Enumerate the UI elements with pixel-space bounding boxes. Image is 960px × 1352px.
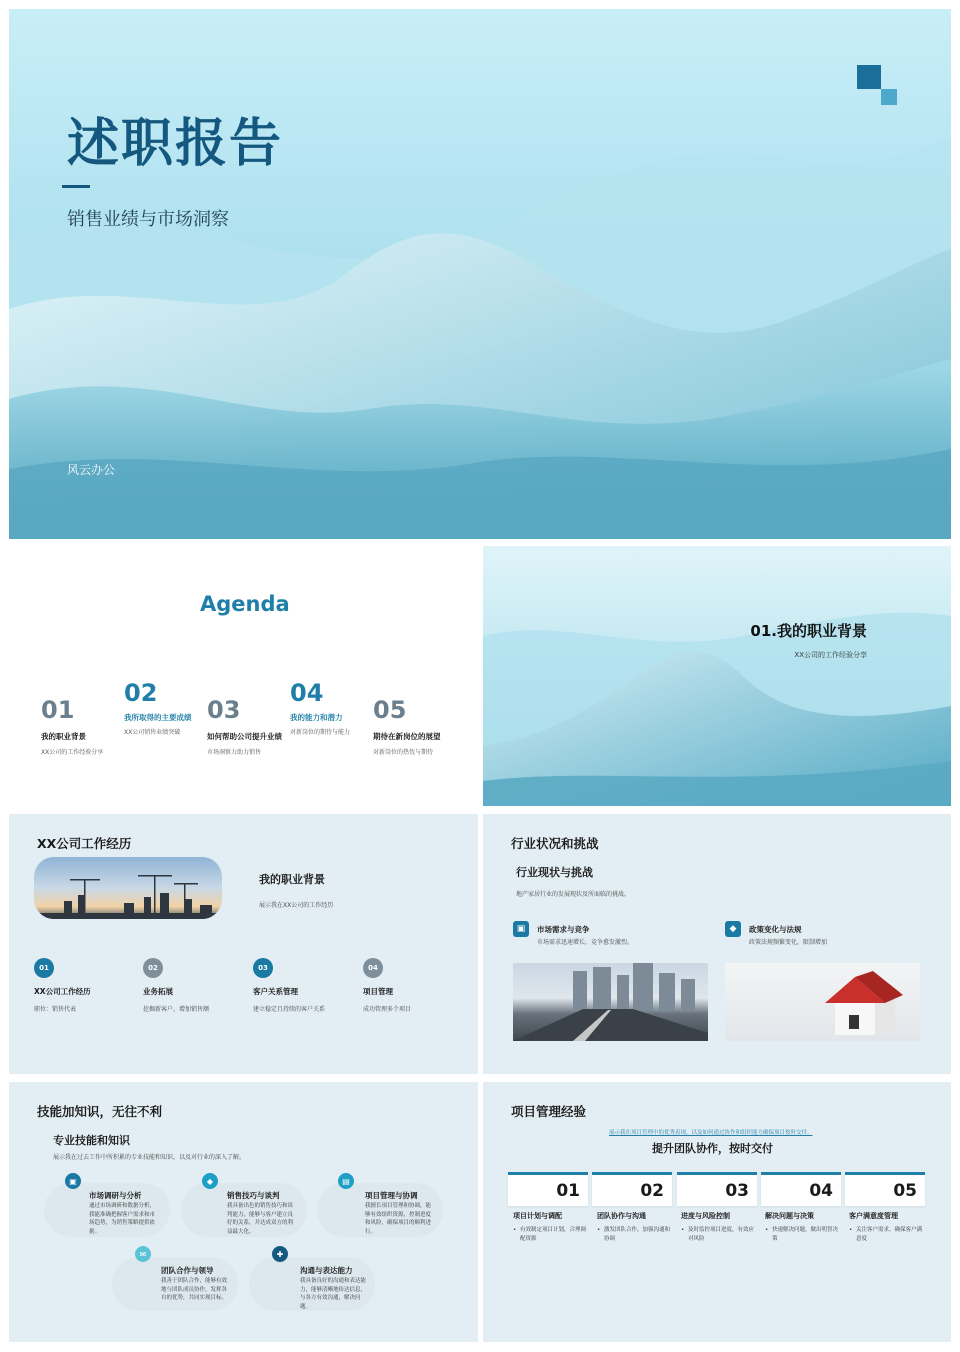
experience-slide	[9, 814, 478, 1074]
slide-title: 行业状况和挑战	[511, 836, 599, 851]
skills-desc: 展示我在过去工作中所积累的专业技能和知识，以及对行业的深入了解。	[53, 1154, 246, 1161]
cover-subtitle: 销售业绩与市场洞察	[67, 209, 229, 230]
card-number: 02	[640, 1181, 664, 1201]
industry-item-title: 市场需求与竞争	[537, 925, 590, 934]
step-desc: 建立稳定且持续的客户关系	[253, 1006, 326, 1013]
agenda-slide	[9, 546, 478, 806]
agenda-item[interactable]	[373, 696, 455, 724]
skill-title: 销售技巧与谈判	[227, 1191, 280, 1200]
project-card[interactable]	[761, 1172, 841, 1206]
project-item-title: 解决问题与决策	[765, 1212, 814, 1220]
step-desc: 职位：销售代表	[34, 1006, 77, 1013]
project-item-desc-text: 关注客户需求，确保客户满意度	[856, 1227, 923, 1242]
step-item[interactable]	[253, 958, 353, 1013]
agenda-item-desc: XX公司的工作经验分享	[41, 749, 104, 756]
agenda-title: Agenda	[200, 592, 290, 616]
agenda-item-title: 我所取得的主要成绩	[124, 713, 192, 722]
wave-background	[483, 546, 951, 806]
logo-square-small	[881, 89, 897, 105]
step-item[interactable]	[363, 958, 463, 1013]
section-title: 01.我的职业背景	[750, 622, 867, 640]
city-road-image	[513, 963, 708, 1041]
agenda-item-title: 期待在新岗位的展望	[373, 732, 441, 741]
image-icon: ▣	[65, 1173, 81, 1189]
industry-item-desc: 市场需求迅速增长，竞争愈发激烈。	[537, 939, 634, 946]
step-title: 项目管理	[363, 987, 393, 996]
agenda-item[interactable]	[207, 696, 289, 724]
plus-icon: ✚	[272, 1246, 288, 1262]
experience-heading: 我的职业背景	[259, 873, 325, 886]
shield-icon: ◆	[202, 1173, 218, 1189]
skill-desc: 通过市场调研和数据分析，我能准确把握客户需求和市场趋势，为销售策略提供依据。	[89, 1203, 156, 1235]
cover-title: 述职报告	[67, 114, 284, 174]
skill-desc: 我善于团队合作，能够有效地与团队成员协作，发挥各自的优势，共同实现目标。	[161, 1278, 228, 1302]
image-icon: ▣	[513, 921, 529, 937]
skills-heading: 专业技能和知识	[53, 1134, 130, 1147]
agenda-item-title: 我的职业背景	[41, 732, 86, 741]
project-item-desc-text: 及时监控项目进度，有效应对风险	[688, 1227, 755, 1242]
industry-item-desc: 政策法规频繁变化，限制增加	[749, 939, 828, 946]
wave-background	[9, 9, 951, 539]
project-item-title: 团队协作与沟通	[597, 1212, 646, 1220]
step-desc: 成功管理多个项目	[363, 1006, 412, 1013]
message-icon: ✉	[135, 1246, 151, 1262]
agenda-item-desc: 对新岗位的期待与能力	[290, 729, 351, 736]
project-item-desc-text: 快速解决问题，做出明智决策	[772, 1227, 839, 1242]
skill-title: 市场调研与分析	[89, 1191, 142, 1200]
title-underline	[62, 185, 90, 188]
card-number: 03	[725, 1181, 749, 1201]
project-item-desc-text: 激发团队合作，加强沟通和协调	[604, 1227, 671, 1242]
project-item-desc: • 快速解决问题，做出明智决策	[765, 1227, 839, 1242]
project-card[interactable]	[592, 1172, 672, 1206]
skill-title: 项目管理与协调	[365, 1191, 418, 1200]
agenda-num: 04	[290, 679, 324, 707]
section-slide	[483, 546, 951, 806]
project-card[interactable]	[508, 1172, 588, 1206]
step-number: 03	[253, 958, 273, 978]
agenda-num: 02	[124, 679, 158, 707]
agenda-item-desc: 市场洞察力助力销售	[207, 749, 262, 756]
skill-desc: 我具备出色的销售技巧和谈判能力，能够与客户建立良好的关系，并达成双方的利益最大化。	[227, 1203, 294, 1235]
project-item-desc: • 关注客户需求，确保客户满意度	[849, 1227, 923, 1242]
project-item-title: 项目计划与调配	[513, 1212, 562, 1220]
skill-desc: 我具备良好的沟通和表达能力，能够清晰地传达信息，与各方有效沟通，解决问题。	[300, 1278, 367, 1310]
step-desc: 挖掘新客户，增加销售额	[143, 1006, 210, 1013]
project-item-desc: • 有效制定项目计划，合理调配资源	[513, 1227, 587, 1242]
project-item-title: 进度与风险控制	[681, 1212, 730, 1220]
agenda-num: 05	[373, 696, 407, 724]
step-number: 04	[363, 958, 383, 978]
agenda-item-desc: XX公司销售业绩突破	[124, 729, 181, 736]
agenda-item-desc: 对新岗位的热忱与期待	[373, 749, 434, 756]
chat-icon: ▤	[338, 1173, 354, 1189]
agenda-item[interactable]	[290, 679, 372, 707]
section-subtitle: XX公司的工作经验分享	[794, 651, 867, 659]
agenda-item-title: 我的能力和潜力	[290, 713, 343, 722]
agenda-item-title: 如何帮助公司提升业绩	[207, 732, 282, 741]
slide-title: 技能加知识，无往不利	[37, 1104, 163, 1119]
project-item-desc-text: 有效制定项目计划，合理调配资源	[520, 1227, 587, 1242]
city-construction-image	[34, 857, 222, 919]
cover-slide	[9, 9, 951, 539]
industry-heading: 行业现状与挑战	[516, 866, 593, 879]
shield-icon: ◆	[725, 921, 741, 937]
card-number: 04	[809, 1181, 833, 1201]
skill-title: 沟通与表达能力	[300, 1266, 353, 1275]
step-item[interactable]	[34, 958, 134, 1013]
project-card[interactable]	[677, 1172, 757, 1206]
project-item-desc: • 及时监控项目进度，有效应对风险	[681, 1227, 755, 1242]
skill-desc: 我擅长项目管理和协调，能够有效组织资源，控制进度和风险，确保项目的顺利进行。	[365, 1203, 432, 1235]
step-item[interactable]	[143, 958, 243, 1013]
industry-desc: 地产家居行业的发展现状及所面临的挑战。	[516, 891, 631, 898]
step-title: 业务拓展	[143, 987, 173, 996]
house-model-image	[725, 963, 920, 1041]
project-note: 展示我在项目管理中的优秀表现，以及如何通过协作和组织能力确保项目按时交付。	[609, 1130, 813, 1136]
project-heading: 提升团队协作，按时交付	[652, 1142, 773, 1155]
skills-slide	[9, 1082, 478, 1342]
step-title: XX公司工作经历	[34, 987, 91, 996]
step-number: 02	[143, 958, 163, 978]
logo-square-large	[857, 65, 881, 89]
agenda-num: 01	[41, 696, 75, 724]
industry-slide	[483, 814, 951, 1074]
cover-brand: 风云办公	[67, 463, 116, 477]
step-number: 01	[34, 958, 54, 978]
slide-title: XX公司工作经历	[37, 836, 132, 851]
project-item-title: 客户满意度管理	[849, 1212, 898, 1220]
card-number: 05	[893, 1181, 917, 1201]
project-card[interactable]	[845, 1172, 925, 1206]
agenda-num: 03	[207, 696, 241, 724]
skill-title: 团队合作与领导	[161, 1266, 214, 1275]
slide-title: 项目管理经验	[511, 1104, 587, 1119]
card-number: 01	[556, 1181, 580, 1201]
industry-item-title: 政策变化与法规	[749, 925, 802, 934]
agenda-item[interactable]	[41, 696, 123, 724]
agenda-item[interactable]	[124, 679, 206, 707]
step-title: 客户关系管理	[253, 987, 298, 996]
project-item-desc: • 激发团队合作，加强沟通和协调	[597, 1227, 671, 1242]
experience-desc: 展示我在XX公司的工作经历	[259, 902, 334, 909]
